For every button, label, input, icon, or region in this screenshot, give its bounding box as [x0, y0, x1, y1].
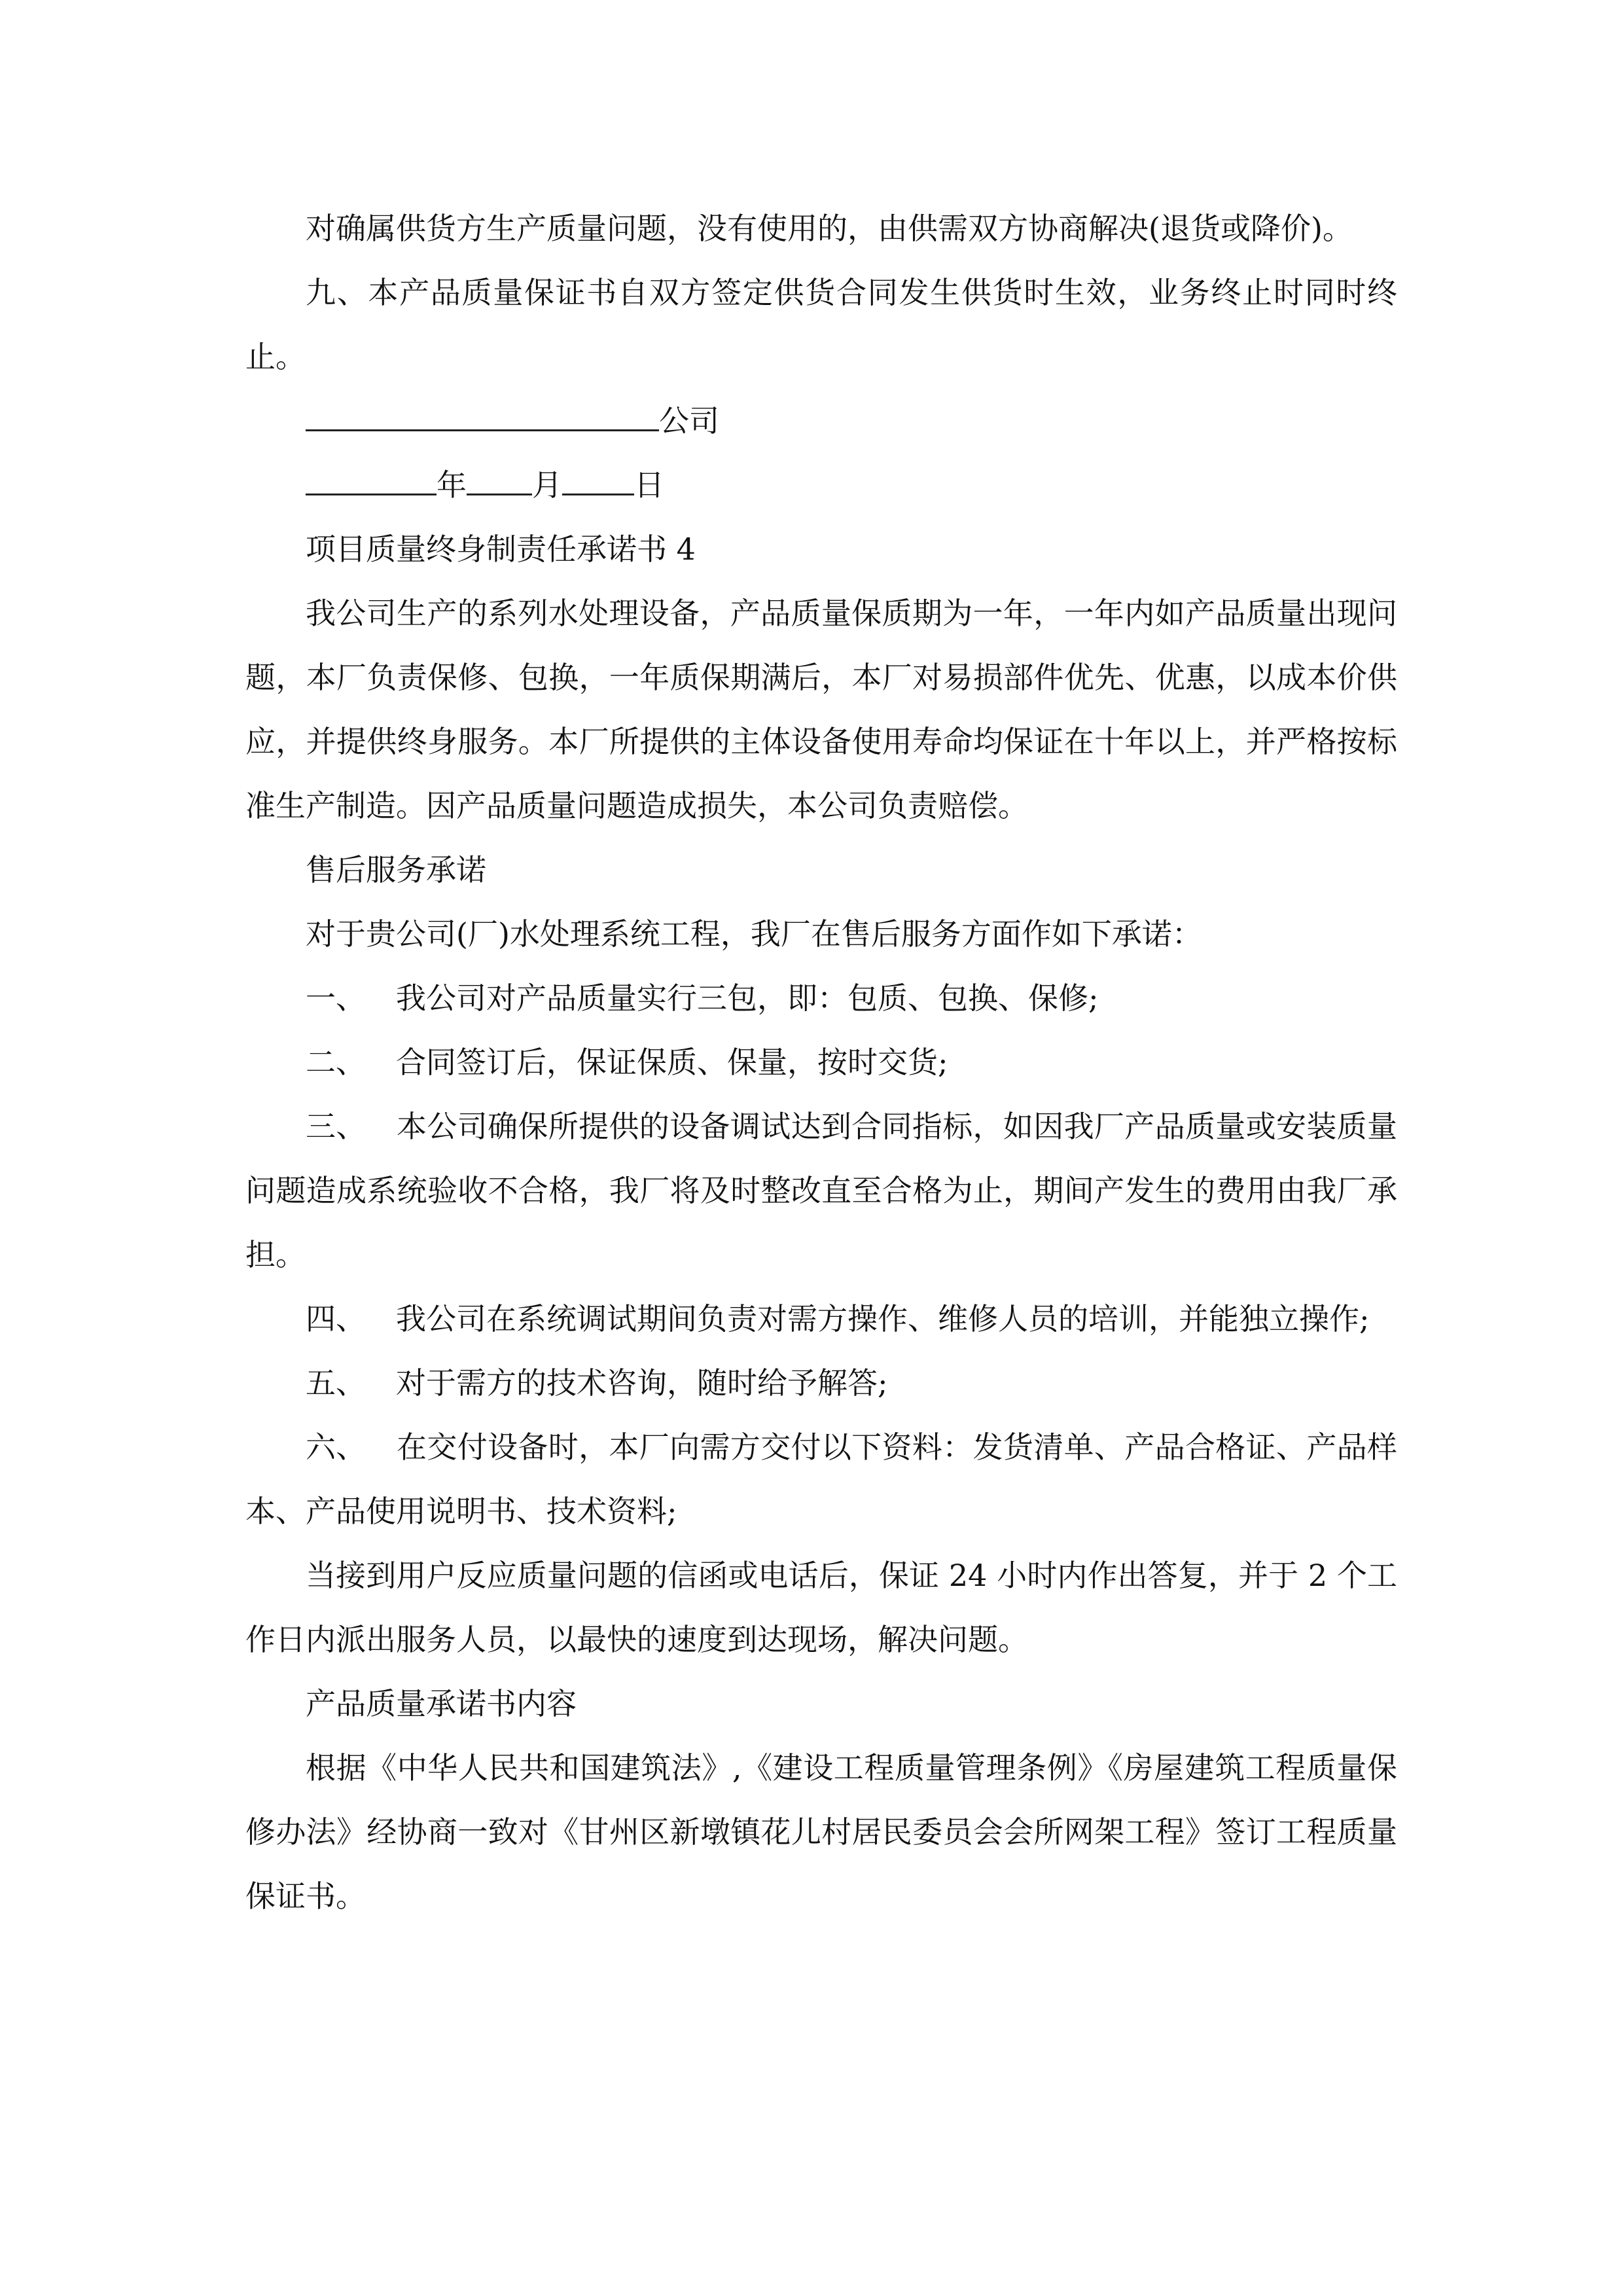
list-item-text: 本公司确保所提供的设备调试达到合同指标，如因我厂产品质量或安装质量问题造成系统验收不合格，我厂将及时整改直至合格为止，期间产发生的费用由我厂承担。 [245, 1109, 1398, 1272]
list-item [245, 1351, 1397, 1415]
section-heading-after-sales: 售后服务承诺 [306, 852, 486, 888]
list-item-text: 在交付设备时，本厂向需方交付以下资料：发货清单、产品合格证、产品样本、产品使用说明书、技术资料; [245, 1429, 1398, 1529]
month-label: 月 [532, 467, 562, 503]
list-item-number: 六、 [306, 1429, 366, 1465]
document-body [245, 196, 1397, 1928]
signature-date-line [245, 453, 1397, 517]
list-item-number: 四、 [306, 1301, 366, 1336]
section-heading-quality-commitment: 产品质量承诺书内容 [306, 1686, 577, 1721]
list-item [245, 1094, 1397, 1287]
signature-company-line [245, 389, 1397, 453]
list-item-number: 一、 [306, 980, 366, 1016]
list-item-text: 对于需方的技术咨询，随时给予解答; [396, 1365, 888, 1401]
year-label: 年 [437, 467, 467, 503]
paragraph-legal-basis: 根据《中华人民共和国建筑法》,《建设工程质量管理条例》《房屋建筑工程质量保修办法》经协商一致对《甘州区新墩镇花儿村居民委员会会所网架工程》签订工程质量保证书。 [245, 1750, 1397, 1914]
list-item-number: 三、 [306, 1109, 366, 1144]
list-item [245, 1030, 1397, 1094]
list-item [245, 966, 1397, 1030]
paragraph-return-terms: 对确属供货方生产质量问题，没有使用的，由供需双方协商解决(退货或降价)。 [306, 211, 1353, 246]
list-item-text: 合同签订后，保证保质、保量，按时交货; [396, 1045, 948, 1080]
company-blank [306, 397, 659, 431]
company-label: 公司 [659, 403, 719, 439]
day-blank [562, 461, 634, 495]
section-heading-lifetime-responsibility: 项目质量终身制责任承诺书 4 [306, 531, 696, 567]
paragraph-after-sales-intro: 对于贵公司(厂)水处理系统工程，我厂在售后服务方面作如下承诺： [306, 916, 1202, 952]
paragraph-warranty: 我公司生产的系列水处理设备，产品质量保质期为一年，一年内如产品质量出现问题，本厂负责保修、包换，一年质保期满后，本厂对易损部件优先、优惠，以成本价供应，并提供终身服务。本厂所提供的主体设备使用寿命均保证在十年以上，并严格按标准生产制造。因产品质量问题造成损失，本公司负责赔偿。 [245, 596, 1397, 823]
year-blank [306, 461, 437, 495]
list-item-text: 我公司对产品质量实行三包，即：包质、包换、保修; [396, 980, 1099, 1016]
paragraph-validity-clause: 九、本产品质量保证书自双方签定供货合同发生供货时生效，业务终止时同时终止。 [245, 275, 1397, 374]
paragraph-response-time: 当接到用户反应质量问题的信函或电话后，保证 24 小时内作出答复，并于 2 个工作日内派出服务人员，以最快的速度到达现场，解决问题。 [245, 1558, 1397, 1657]
list-item [245, 1287, 1397, 1351]
list-item-number: 二、 [306, 1045, 366, 1080]
list-item-text: 我公司在系统调试期间负责对需方操作、维修人员的培训，并能独立操作; [396, 1301, 1370, 1336]
list-item-number: 五、 [306, 1365, 366, 1401]
day-label: 日 [634, 467, 664, 503]
month-blank [467, 461, 532, 495]
list-item [245, 1415, 1397, 1543]
